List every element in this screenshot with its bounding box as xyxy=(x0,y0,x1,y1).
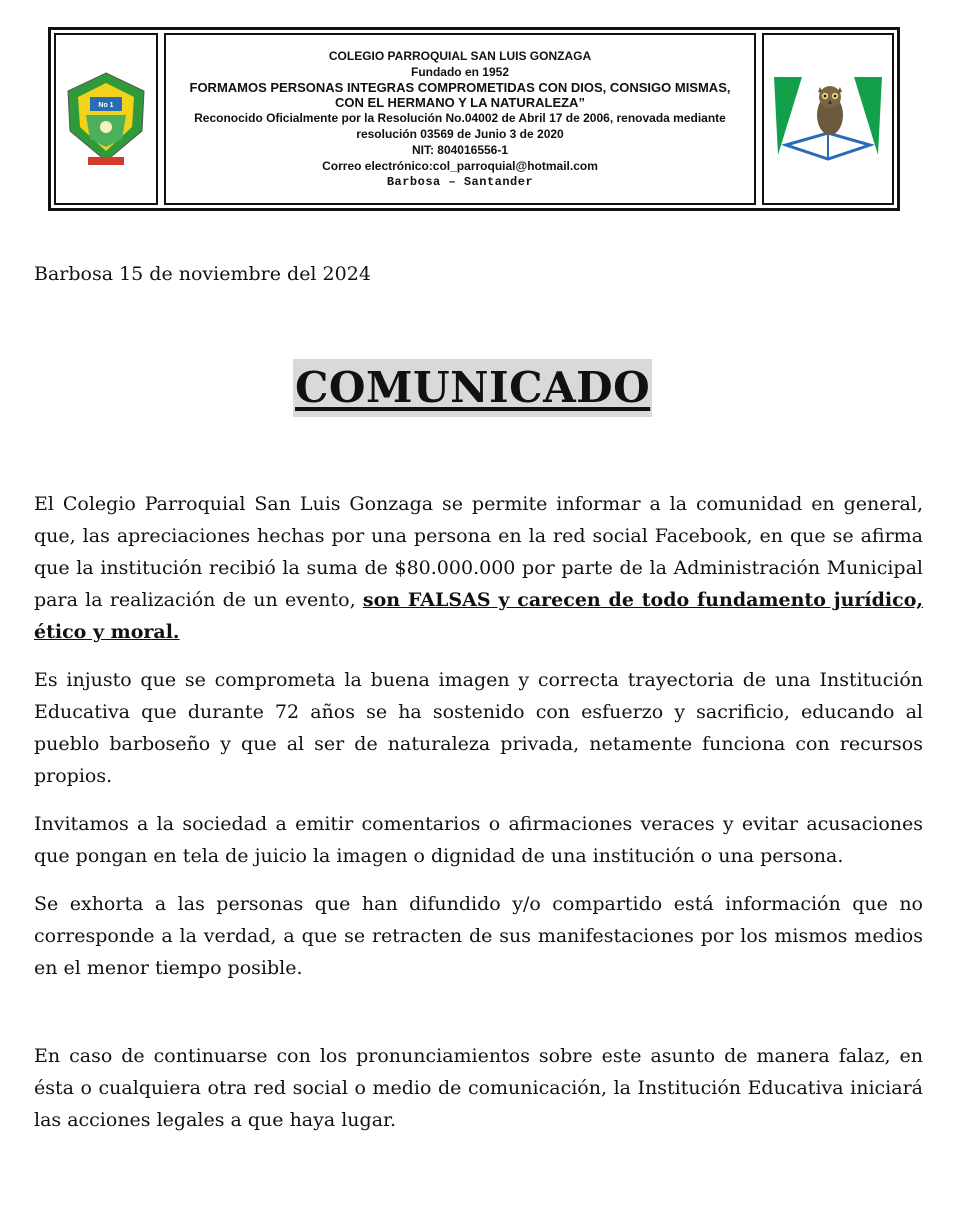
svg-text:No 1: No 1 xyxy=(98,102,114,109)
letter-date: Barbosa 15 de noviembre del 2024 xyxy=(34,263,371,285)
owl-emblem-cell xyxy=(762,33,894,205)
school-name: COLEGIO PARROQUIAL SAN LUIS GONZAGA xyxy=(328,49,592,63)
founded-year: Fundado en 1952 xyxy=(410,65,510,79)
owl-book-emblem-icon xyxy=(768,69,888,169)
paragraph-4: Se exhorta a las personas que han difundido y/o compartido está información que no corresponde a la verdad, a que se retracten de sus manifestaciones por los mismos medios en el menor tiempo posible. xyxy=(34,893,923,979)
paragraph-3: Invitamos a la sociedad a emitir comentarios o afirmaciones veraces y evitar acusaciones que pongan en tela de juicio la imagen o dignidad de una institución o una persona. xyxy=(34,813,923,867)
nit-number: NIT: 804016556-1 xyxy=(411,143,509,157)
paragraph-5: En caso de continuarse con los pronunciamientos sobre este asunto de manera falaz, en ésta o cualquiera otra red social o medio de comunicación, la Institución Educativa iniciará las acciones legales a que haya lugar. xyxy=(34,1045,923,1131)
email-address: Correo electrónico:col_parroquial@hotmail.com xyxy=(322,159,598,173)
school-crest-cell xyxy=(54,33,158,205)
school-motto: FORMAMOS PERSONAS INTEGRAS COMPROMETIDAS CON DIOS, CONSIGO MISMAS, CON EL HERMANO Y LA NATURALEZA” xyxy=(189,80,731,110)
letterhead-text xyxy=(164,33,756,205)
document-title: COMUNICADO xyxy=(293,359,652,417)
paragraph-1 xyxy=(34,488,923,648)
school-location: Barbosa – Santander xyxy=(386,175,534,189)
letter-body xyxy=(34,488,923,1152)
paragraph-2: Es injusto que se comprometa la buena imagen y correcta trayectoria de una Institución Educativa que durante 72 años se ha sostenido con esfuerzo y sacrificio, educando al pueblo barboseño y que al ser de naturaleza privada, netamente funciona con recursos propios. xyxy=(34,669,923,787)
official-recognition: Reconocido Oficialmente por la Resolución No.04002 de Abril 17 de 2006, renovada mediante resolución 03569 de Junio 3 de 2020 xyxy=(194,111,726,141)
paragraph-1-text: El Colegio Parroquial San Luis Gonzaga se permite informar a la comunidad en general, que, las apreciaciones hechas por una persona en la red social Facebook, en que se afirma que la institución recibió la suma de $80.000.000 por parte de la Administración Municipal para la realización de un evento, xyxy=(34,493,923,611)
paragraph-1-emphasis: son FALSAS y carecen de todo fundamento jurídico, ético y moral. xyxy=(34,589,923,643)
school-crest-icon xyxy=(64,69,148,169)
letterhead xyxy=(48,27,900,211)
